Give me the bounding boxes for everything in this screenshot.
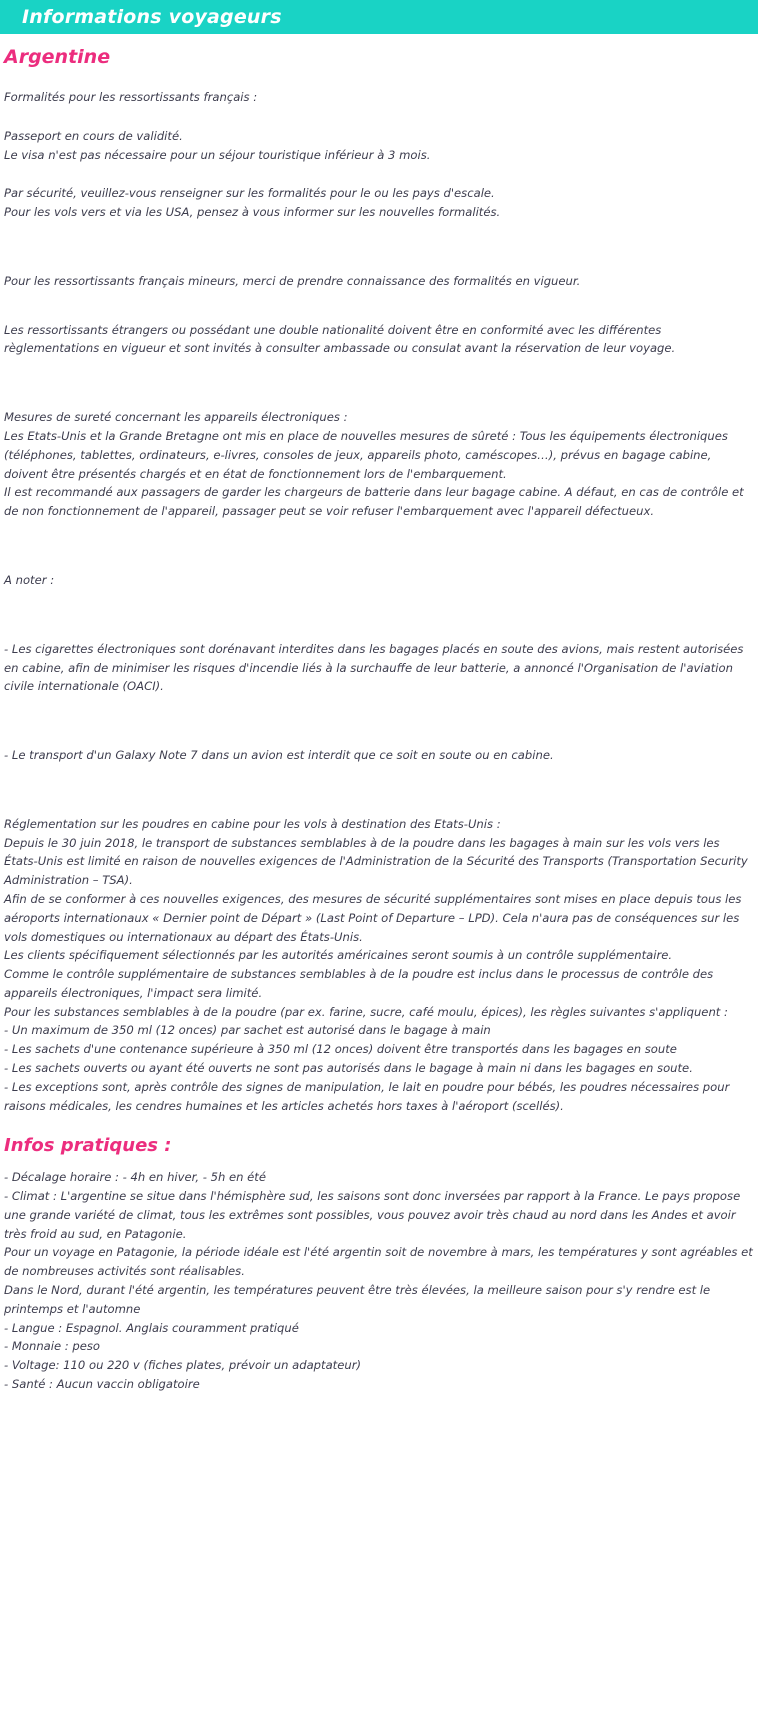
practical-info-title: Infos pratiques : — [4, 1135, 172, 1157]
practical-item: - Climat : L'argentine se situe dans l'hémisphère sud, les saisons sont donc inversées par rapport à la France. Le pays propose une grande variété de climat, tous les extrêmes sont possibles, vous pouvez avoir très chaud au nord dans les Andes et avoir très froid au sud, en Patagonie. — [4, 1189, 741, 1241]
practical-item: - Monnaie : peso — [4, 1339, 101, 1354]
formalities-intro: Formalités pour les ressortissants français : — [4, 90, 258, 104]
document-content — [0, 46, 758, 1394]
spacer — [2, 1115, 756, 1135]
spacer — [2, 107, 756, 127]
powders-rule: - Les sachets d'une contenance supérieure à 350 ml (12 onces) doivent être transportés dans les bagages en soute — [4, 1042, 677, 1057]
powders-p3: Les clients spécifiquement sélectionnés par les autorités américaines seront soumis à un contrôle supplémentaire. — [4, 948, 673, 963]
spacer — [2, 726, 756, 746]
spacer — [2, 521, 756, 551]
formalities-usa: Pour les vols vers et via les USA, pensez à vous informer sur les nouvelles formalités. — [4, 205, 501, 220]
country-title: Argentine — [4, 46, 111, 68]
powders-p2: Afin de se conformer à ces nouvelles exigences, des mesures de sécurité supplémentaires sont mises en place depuis tous les aéroports internationaux « Dernier point de Départ » (Last Point of Departure – LPD). Cela n'aura pas de conséquences sur les vols domestiques ou internationaux au départ des États-Unis. — [4, 891, 742, 944]
spacer — [2, 291, 756, 321]
electronics-line1: Les Etats-Unis et la Grande Bretagne ont mis en place de nouvelles mesures de sûreté : Tous les équipements électroniques (téléphones, tablettes, ordinateurs, e-livres, consoles de jeux, appareils photo, caméscopes…), prévus en bagage cabine, doivent être présentés chargés et en état de fonctionnement lors de l'embarquement. — [4, 429, 728, 481]
formalities-foreigners: Les ressortissants étrangers ou possédant une double nationalité doivent être en conformité avec les différentes règlementations en vigueur et sont invités à consulter ambassade ou consulat avant la réservation de leur voyage. — [4, 322, 676, 356]
spacer — [2, 620, 756, 640]
practical-item: - Santé : Aucun vaccin obligatoire — [4, 1376, 200, 1391]
powders-heading: Réglementation sur les poudres en cabine pour les vols à destination des Etats-Unis : — [4, 816, 501, 831]
powders-rule: - Un maximum de 350 ml (12 onces) par sachet est autorisé dans le bagage à main — [4, 1023, 491, 1038]
spacer — [2, 252, 756, 272]
spacer — [2, 388, 756, 408]
practical-item: - Langue : Espagnol. Anglais couramment pratiqué — [4, 1320, 299, 1335]
spacer — [2, 795, 756, 815]
practical-item: Dans le Nord, durant l'été argentin, les températures peuvent être très élevées, la meilleure saison pour s'y rendre est le printemps et l'automne — [4, 1283, 711, 1316]
notes-cigarettes: - Les cigarettes électroniques sont dorénavant interdites dans les bagages placés en soute des avions, mais restent autorisées en cabine, afin de minimiser les risques d'incendie liés à la surchauffe de leur batterie, a annoncé l'Organisation de l'aviation civile internationale (OACI). — [4, 641, 744, 694]
page-banner — [0, 0, 758, 34]
spacer — [2, 551, 756, 571]
electronics-heading: Mesures de sureté concernant les appareils électroniques : — [4, 410, 348, 425]
notes-heading: A noter : — [4, 572, 55, 587]
formalities-visa: Le visa n'est pas nécessaire pour un séjour touristique inférieur à 3 mois. — [4, 147, 431, 162]
practical-item: - Décalage horaire : - 4h en hiver, - 5h en été — [4, 1170, 266, 1185]
spacer — [2, 1156, 756, 1168]
notes-galaxy: - Le transport d'un Galaxy Note 7 dans un avion est interdit que ce soit en soute ou en cabine. — [4, 748, 554, 763]
powders-p1: Depuis le 30 juin 2018, le transport de substances semblables à de la poudre dans les bagages à main sur les vols vers les États-Unis est limité en raison de nouvelles exigences de l'Administration de la Sécurité des Transports (Transportation Security Administration – TSA). — [4, 835, 748, 888]
spacer — [2, 696, 756, 726]
formalities-passport: Passeport en cours de validité. — [4, 128, 183, 143]
spacer — [2, 590, 756, 620]
spacer — [2, 765, 756, 795]
banner-title: Informations voyageurs — [22, 6, 282, 28]
spacer — [2, 358, 756, 388]
spacer — [2, 164, 756, 184]
powders-rule: - Les sachets ouverts ou ayant été ouverts ne sont pas autorisés dans le bagage à main ni dans les bagages en soute. — [4, 1061, 693, 1075]
formalities-security: Par sécurité, veuillez-vous renseigner sur les formalités pour le ou les pays d'escale. — [4, 186, 495, 201]
powders-p5: Pour les substances semblables à de la poudre (par ex. farine, sucre, café moulu, épices), les règles suivantes s'appliquent : — [4, 1004, 728, 1019]
practical-item: Pour un voyage en Patagonie, la période idéale est l'été argentin soit de novembre à mars, les températures y sont agréables et de nombreuses activités sont réalisables. — [4, 1245, 753, 1279]
spacer — [2, 222, 756, 252]
powders-rule: - Les exceptions sont, après contrôle des signes de manipulation, le lait en poudre pour bébés, les poudres nécessaires pour raisons médicales, les cendres humaines et les articles achetés hors taxes à l'aéroport (scellés). — [4, 1079, 730, 1113]
powders-p4: Comme le contrôle supplémentaire de substances semblables à de la poudre est inclus dans le processus de contrôle des appareils électroniques, l'impact sera limité. — [4, 967, 714, 1000]
electronics-line2: Il est recommandé aux passagers de garder les chargeurs de batterie dans leur bagage cabine. A défaut, en cas de contrôle et de non fonctionnement de l'appareil, passager peut se voir refuser l'embarquement avec l'appareil défectueux. — [4, 485, 744, 519]
formalities-minors: Pour les ressortissants français mineurs, merci de prendre connaissance des formalités en vigueur. — [4, 273, 581, 288]
spacer — [2, 68, 756, 88]
practical-item: - Voltage: 110 ou 220 v (fiches plates, prévoir un adaptateur) — [4, 1358, 361, 1373]
